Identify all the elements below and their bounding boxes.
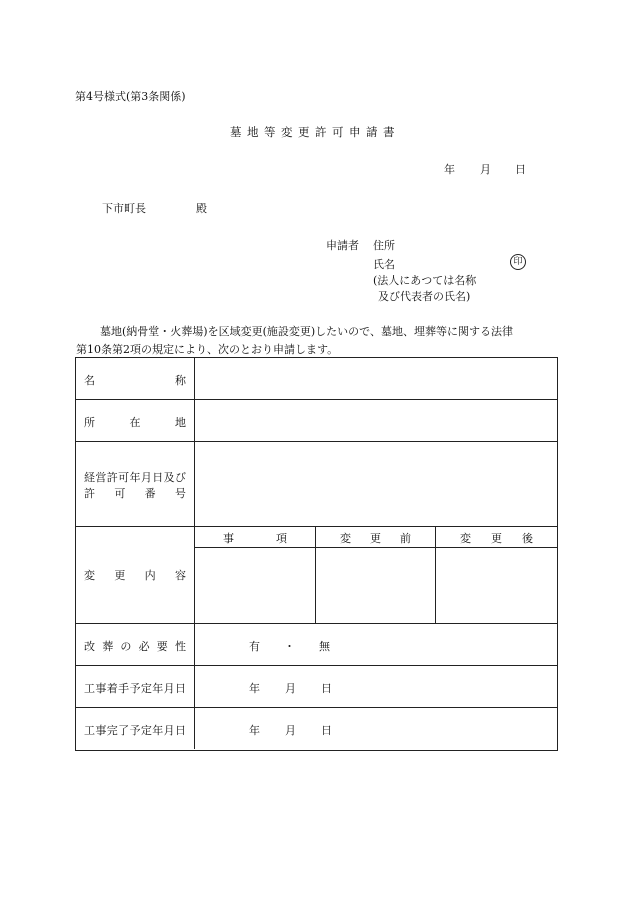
- date-month-label: 月: [480, 163, 491, 176]
- reburial-no-option[interactable]: 無: [319, 640, 330, 653]
- change-col-item: [195, 527, 316, 623]
- honorific: 殿: [196, 202, 207, 215]
- row-location: [76, 400, 557, 442]
- change-label-cell: 変 更 内 容: [84, 569, 186, 582]
- form-number: 第4号様式(第3条関係): [75, 90, 186, 103]
- name-value-cell[interactable]: [195, 358, 557, 399]
- end-month-label: 月: [285, 724, 296, 737]
- name-label-cell: 名 称: [84, 374, 186, 387]
- corporate-note-line2: 及び代表者の氏名): [378, 290, 471, 303]
- end-day-label: 日: [321, 724, 332, 737]
- end-year-label: 年: [249, 724, 260, 737]
- reburial-yes-option[interactable]: 有: [249, 640, 260, 653]
- row-reburial: [76, 624, 557, 666]
- permit-label-line1: 経 営 許 可 年 月 日 及 び: [84, 471, 186, 484]
- reburial-label-cell: 改 葬 の 必 要 性: [84, 640, 186, 653]
- change-subgrid: [195, 527, 557, 623]
- end-date-label-cell: 工 事 完 了 予 定 年 月 日: [84, 724, 186, 737]
- date-year-label: 年: [444, 163, 455, 176]
- name-label: 氏名: [373, 258, 395, 271]
- body-text-line2: 第10条第2項の規定により、次のとおり申請します。: [76, 343, 339, 356]
- start-date-label-cell: 工 事 着 手 予 定 年 月 日: [84, 682, 186, 695]
- start-year-label: 年: [249, 682, 260, 695]
- change-before-cell[interactable]: [316, 548, 435, 623]
- location-value-cell[interactable]: [195, 400, 557, 441]
- applicant-label: 申請者: [326, 239, 359, 252]
- address-label: 住所: [373, 239, 395, 252]
- reburial-separator: ・: [284, 640, 295, 653]
- application-table: [75, 357, 558, 751]
- change-item-cell[interactable]: [195, 548, 315, 623]
- permit-label-line2: 許 可 番 号: [84, 487, 186, 500]
- change-after-cell[interactable]: [436, 548, 557, 623]
- location-label-cell: 所 在 地: [84, 416, 186, 429]
- permit-value-cell[interactable]: [195, 442, 557, 526]
- seal-mark: 印: [510, 254, 526, 270]
- document-title: 墓地等変更許可申請書: [230, 125, 400, 139]
- start-month-label: 月: [285, 682, 296, 695]
- change-col-before: [316, 527, 436, 623]
- row-name: [76, 358, 557, 400]
- change-col-before-header: 変 更 前: [340, 532, 411, 545]
- start-day-label: 日: [321, 682, 332, 695]
- change-col-item-header: 事 項: [223, 532, 287, 545]
- change-col-after-header: 変 更 後: [460, 532, 533, 545]
- body-text-line1: 墓地(納骨堂・火葬場)を区域変更(施設変更)したいので、墓地、埋葬等に関する法律: [100, 325, 513, 338]
- corporate-note-line1: (法人にあつては名称: [373, 274, 477, 287]
- row-start-date: [76, 666, 557, 708]
- row-change: [76, 527, 557, 624]
- row-permit: [76, 442, 557, 527]
- date-day-label: 日: [515, 163, 526, 176]
- addressee-name: 下市町長: [102, 202, 146, 215]
- change-col-after: [436, 527, 557, 623]
- row-end-date: [76, 708, 557, 749]
